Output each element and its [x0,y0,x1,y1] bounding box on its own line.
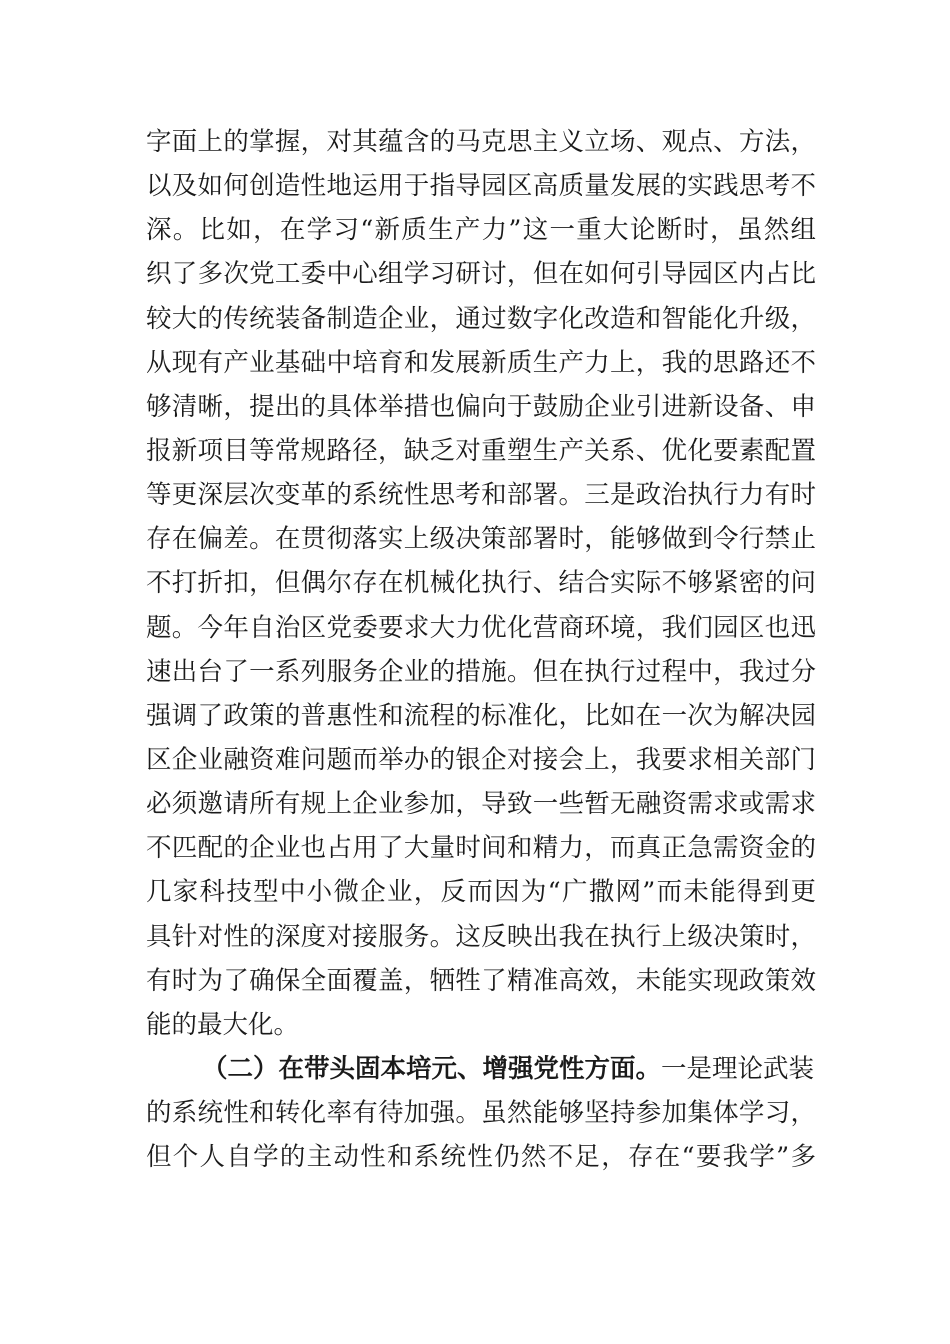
text-line: 不匹配的企业也占用了大量时间和精力，而真正急需资金的 [146,833,816,864]
document-body [146,120,816,1179]
text-line: 够清晰，提出的具体举措也偏向于鼓励企业引进新设备、申 [146,391,816,422]
text-line: 区企业融资难问题而举办的银企对接会上，我要求相关部门 [146,744,816,775]
text-line: 报新项目等常规路径，缺乏对重塑生产关系、优化要素配置 [146,435,816,466]
paragraph-1 [146,120,816,1047]
text-line: 有时为了确保全面覆盖，牺牲了精准高效，未能实现政策效 [146,965,816,996]
text-line: 强调了政策的普惠性和流程的标准化，比如在一次为解决园 [146,700,816,731]
text-line: 必须邀请所有规上企业参加，导致一些暂无融资需求或需求 [146,789,816,820]
text-line: 题。今年自治区党委要求大力优化营商环境，我们园区也迅 [146,612,816,643]
section-heading: （二）在带头固本培元、增强党性方面。 [202,1053,662,1084]
paragraph-2 [146,1047,816,1179]
text-line: 几家科技型中小微企业，反而因为“广撒网”而未能得到更 [146,877,816,908]
paragraph-2-first-line [146,1047,816,1091]
text-line: 等更深层次变革的系统性思考和部署。三是政治执行力有时 [146,480,816,511]
text-line: 速出台了一系列服务企业的措施。但在执行过程中，我过分 [146,656,816,687]
section-heading-rest: 一是理论武装 [661,1053,815,1084]
text-line: 的系统性和转化率有待加强。虽然能够坚持参加集体学习， [146,1098,816,1129]
text-line: 织了多次党工委中心组学习研讨，但在如何引导园区内占比 [146,259,816,290]
text-line: 从现有产业基础中培育和发展新质生产力上，我的思路还不 [146,347,816,378]
text-line: 字面上的掌握，对其蕴含的马克思主义立场、观点、方法， [146,127,816,157]
text-line: 深。比如，在学习“新质生产力”这一重大论断时，虽然组 [146,215,816,246]
text-line: 较大的传统装备制造企业，通过数字化改造和智能化升级， [146,303,816,334]
text-line: 具针对性的深度对接服务。这反映出我在执行上级决策时， [146,921,816,952]
text-line: 不打折扣，但偶尔存在机械化执行、结合实际不够紧密的问 [146,568,816,599]
text-line: 但个人自学的主动性和系统性仍然不足，存在“要我学”多 [146,1142,816,1173]
text-line-last: 能的最大化。 [146,1009,300,1040]
text-line: 存在偏差。在贯彻落实上级决策部署时，能够做到令行禁止 [146,524,816,555]
text-line: 以及如何创造性地运用于指导园区高质量发展的实践思考不 [146,171,816,202]
